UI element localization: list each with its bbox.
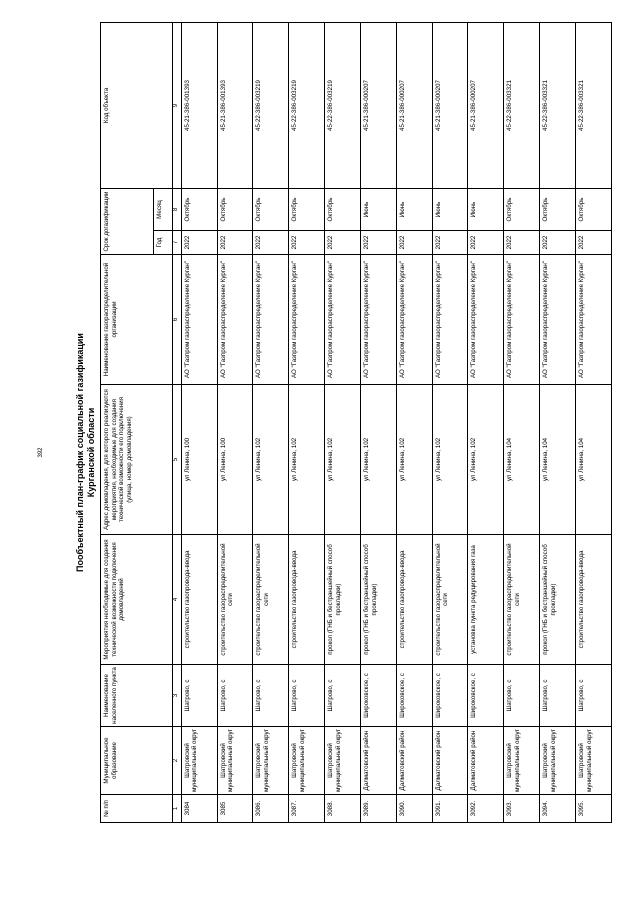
month-cell: Июнь xyxy=(360,189,396,231)
year-cell: 2022 xyxy=(325,231,361,255)
settlement-cell: Шатрово, с xyxy=(181,665,217,727)
organization-cell: АО "Газпром газораспределение Курган" xyxy=(504,255,540,385)
header-organization: Наименование газораспределительной организации xyxy=(101,255,173,385)
month-cell: Июнь xyxy=(396,189,432,231)
measure-cell: установка пункта редуцирования газа xyxy=(468,535,504,665)
object-code-cell: 45-22-386-003321 xyxy=(504,23,540,189)
header-municipality: Муниципальное образование xyxy=(101,727,173,795)
address-cell: ул Ленина, 102 xyxy=(468,385,504,535)
page-number: 392 xyxy=(38,447,44,458)
month-cell: Октябрь xyxy=(504,189,540,231)
settlement-cell: Шатрово, с xyxy=(253,665,289,727)
month-cell: Октябрь xyxy=(540,189,576,231)
month-cell: Октябрь xyxy=(253,189,289,231)
organization-cell: АО "Газпром газораспределение Курган" xyxy=(217,255,253,385)
object-code-cell: 45-22-386-003219 xyxy=(325,23,361,189)
object-code-cell: 45-22-386-003321 xyxy=(540,23,576,189)
table-row xyxy=(504,23,540,823)
municipality-cell: Далматовский район xyxy=(360,727,396,795)
object-code-cell: 45-21-386-001393 xyxy=(217,23,253,189)
address-cell: ул Ленина, 102 xyxy=(325,385,361,535)
row-number: 3094. xyxy=(540,795,576,823)
measure-cell: прокол (ГНБ и бестраншейный способ прокладки) xyxy=(325,535,361,665)
table-row xyxy=(181,23,217,823)
year-cell: 2022 xyxy=(432,231,468,255)
settlement-cell: Широковское, с xyxy=(360,665,396,727)
header-measures: Мероприятия необходимые для создания технической возможности подключения домовладений xyxy=(101,535,173,665)
table-row xyxy=(253,23,289,823)
organization-cell: АО "Газпром газораспределение Курган" xyxy=(575,255,611,385)
object-code-cell: 45-21-386-000207 xyxy=(432,23,468,189)
row-number: 3085 xyxy=(217,795,253,823)
measure-cell: строительство газораспределительной сети xyxy=(504,535,540,665)
organization-cell: АО "Газпром газораспределение Курган" xyxy=(432,255,468,385)
measure-cell: строительство газопровода-ввода xyxy=(181,535,217,665)
column-number: 6 xyxy=(173,255,182,385)
column-number: 9 xyxy=(173,23,182,189)
municipality-cell: Далматовский район xyxy=(468,727,504,795)
settlement-cell: Шатрово, с xyxy=(325,665,361,727)
month-cell: Октябрь xyxy=(575,189,611,231)
title-line-1: Пообъектный план-график социальной газификации xyxy=(75,333,85,572)
header-term: Срок догазификации xyxy=(101,189,154,255)
address-cell: ул Ленина, 100 xyxy=(181,385,217,535)
column-number: 1 xyxy=(173,795,182,823)
address-cell: ул Ленина, 104 xyxy=(504,385,540,535)
table-row xyxy=(468,23,504,823)
table-row xyxy=(325,23,361,823)
month-cell: Октябрь xyxy=(181,189,217,231)
object-code-cell: 45-22-386-003219 xyxy=(289,23,325,189)
document-title xyxy=(75,0,97,905)
municipality-cell: Шатровский муниципальный округ xyxy=(504,727,540,795)
column-number: 4 xyxy=(173,535,182,665)
year-cell: 2022 xyxy=(253,231,289,255)
column-number-row xyxy=(173,23,182,823)
address-cell: ул Ленина, 102 xyxy=(253,385,289,535)
municipality-cell: Шатровский муниципальный округ xyxy=(253,727,289,795)
table-row xyxy=(396,23,432,823)
measure-cell: строительство газораспределительной сети xyxy=(253,535,289,665)
column-number: 5 xyxy=(173,385,182,535)
year-cell: 2022 xyxy=(289,231,325,255)
measure-cell: прокол (ГНБ и бестраншейный способ прокладки) xyxy=(540,535,576,665)
object-code-cell: 45-21-386-001393 xyxy=(181,23,217,189)
title-line-2: Курганской области xyxy=(86,407,96,498)
measure-cell: строительство газопровода-ввода xyxy=(396,535,432,665)
column-number: 7 xyxy=(173,231,182,255)
month-cell: Июнь xyxy=(432,189,468,231)
settlement-cell: Шатрово, с xyxy=(217,665,253,727)
municipality-cell: Далматовский район xyxy=(396,727,432,795)
row-number: 3095. xyxy=(575,795,611,823)
table-row xyxy=(432,23,468,823)
address-cell: ул Ленина, 102 xyxy=(289,385,325,535)
organization-cell: АО "Газпром газораспределение Курган" xyxy=(289,255,325,385)
address-cell: ул Ленина, 100 xyxy=(217,385,253,535)
measure-cell: прокол (ГНБ и бестраншейный способ прокладки) xyxy=(360,535,396,665)
object-code-cell: 45-22-386-003219 xyxy=(253,23,289,189)
table-row xyxy=(540,23,576,823)
organization-cell: АО "Газпром газораспределение Курган" xyxy=(396,255,432,385)
organization-cell: АО "Газпром газораспределение Курган" xyxy=(468,255,504,385)
month-cell: Октябрь xyxy=(289,189,325,231)
settlement-cell: Шатрово, с xyxy=(540,665,576,727)
gasification-schedule-table xyxy=(100,22,612,823)
year-cell: 2022 xyxy=(181,231,217,255)
header-num: № п/п xyxy=(101,795,173,823)
table-row xyxy=(217,23,253,823)
row-number: 3091. xyxy=(432,795,468,823)
address-cell: ул Ленина, 104 xyxy=(540,385,576,535)
row-number: 3088. xyxy=(325,795,361,823)
header-address: Адрес домовладения, для которого реализуются мероприятия, необходимые для создания технической возможности его подключения (улица, номер домовладения) xyxy=(101,385,173,535)
object-code-cell: 45-21-386-000207 xyxy=(396,23,432,189)
address-cell: ул Ленина, 102 xyxy=(432,385,468,535)
settlement-cell: Шатрово, с xyxy=(504,665,540,727)
measure-cell: строительство газораспределительной сети xyxy=(432,535,468,665)
municipality-cell: Шатровский муниципальный округ xyxy=(575,727,611,795)
column-number: 2 xyxy=(173,727,182,795)
municipality-cell: Шатровский муниципальный округ xyxy=(217,727,253,795)
settlement-cell: Широковское, с xyxy=(468,665,504,727)
row-number: 3084 xyxy=(181,795,217,823)
year-cell: 2022 xyxy=(396,231,432,255)
measure-cell: строительство газораспределительной сети xyxy=(217,535,253,665)
header-code: Код объекта xyxy=(101,23,173,189)
column-number: 3 xyxy=(173,665,182,727)
municipality-cell: Шатровский муниципальный округ xyxy=(540,727,576,795)
settlement-cell: Шатрово, с xyxy=(289,665,325,727)
row-number: 3086. xyxy=(253,795,289,823)
table-row xyxy=(360,23,396,823)
header-month: Месяц xyxy=(154,189,173,231)
row-number: 3092. xyxy=(468,795,504,823)
address-cell: ул Ленина, 102 xyxy=(396,385,432,535)
municipality-cell: Шатровский муниципальный округ xyxy=(181,727,217,795)
row-number: 3093. xyxy=(504,795,540,823)
year-cell: 2022 xyxy=(360,231,396,255)
settlement-cell: Широковское, с xyxy=(396,665,432,727)
year-cell: 2022 xyxy=(217,231,253,255)
address-cell: ул Ленина, 104 xyxy=(575,385,611,535)
month-cell: Июнь xyxy=(468,189,504,231)
year-cell: 2022 xyxy=(468,231,504,255)
object-code-cell: 45-21-386-000207 xyxy=(468,23,504,189)
month-cell: Октябрь xyxy=(217,189,253,231)
measure-cell: строительство газопровода-ввода xyxy=(575,535,611,665)
address-cell: ул Ленина, 102 xyxy=(360,385,396,535)
row-number: 3089. xyxy=(360,795,396,823)
municipality-cell: Шатровский муниципальный округ xyxy=(325,727,361,795)
settlement-cell: Шатрово, с xyxy=(575,665,611,727)
month-cell: Октябрь xyxy=(325,189,361,231)
organization-cell: АО "Газпром газораспределение Курган" xyxy=(253,255,289,385)
column-number: 8 xyxy=(173,189,182,231)
settlement-cell: Широковское, с xyxy=(432,665,468,727)
row-number: 3087. xyxy=(289,795,325,823)
table-row xyxy=(575,23,611,823)
object-code-cell: 45-22-386-003321 xyxy=(575,23,611,189)
organization-cell: АО "Газпром газораспределение Курган" xyxy=(540,255,576,385)
year-cell: 2022 xyxy=(540,231,576,255)
table-body xyxy=(173,23,612,823)
organization-cell: АО "Газпром газораспределение Курган" xyxy=(360,255,396,385)
municipality-cell: Шатровский муниципальный округ xyxy=(289,727,325,795)
measure-cell: строительство газопровода-ввода xyxy=(289,535,325,665)
municipality-cell: Далматовский район xyxy=(432,727,468,795)
organization-cell: АО "Газпром газораспределение Курган" xyxy=(181,255,217,385)
row-number: 3090. xyxy=(396,795,432,823)
header-year: Год xyxy=(154,231,173,255)
table-row xyxy=(289,23,325,823)
object-code-cell: 45-21-386-000207 xyxy=(360,23,396,189)
year-cell: 2022 xyxy=(575,231,611,255)
header-settlement: Наименование населенного пункта xyxy=(101,665,173,727)
year-cell: 2022 xyxy=(504,231,540,255)
organization-cell: АО "Газпром газораспределение Курган" xyxy=(325,255,361,385)
